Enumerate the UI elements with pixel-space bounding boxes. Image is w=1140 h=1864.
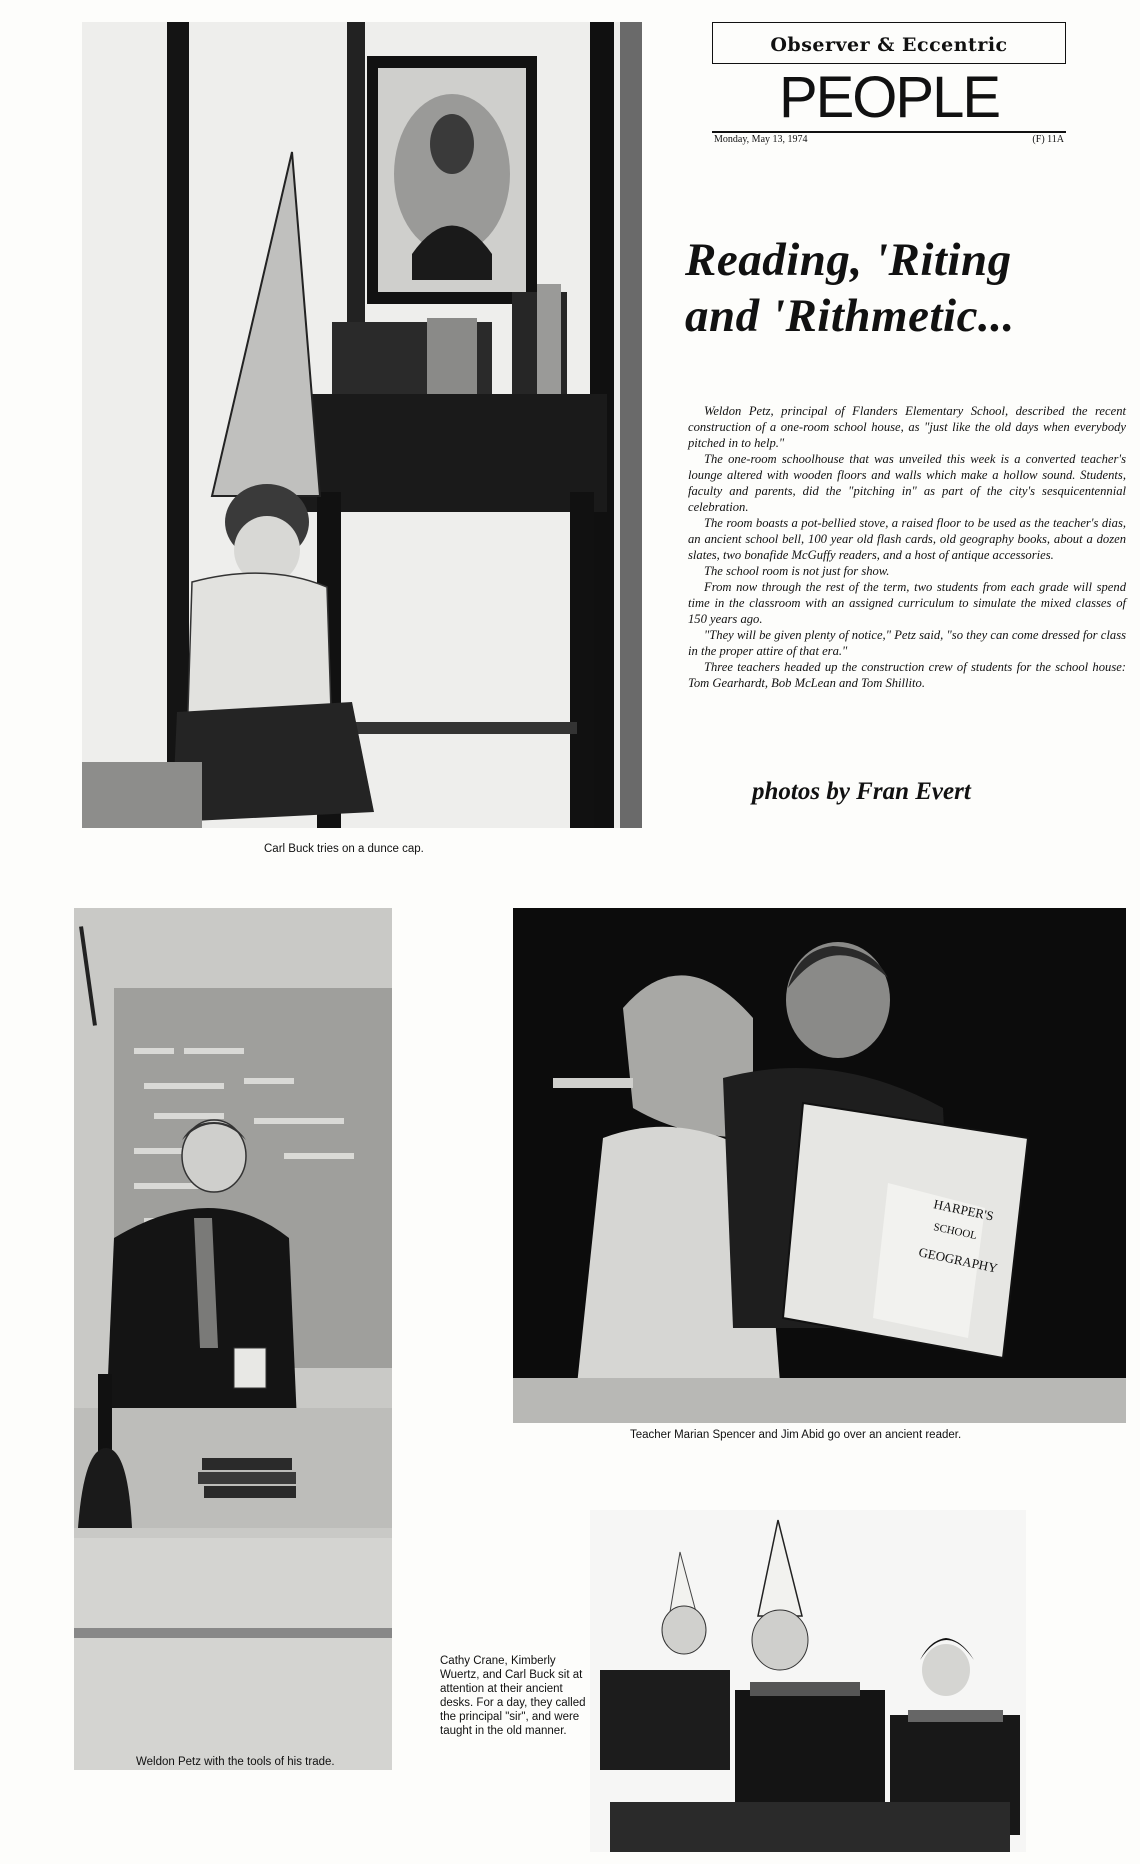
photo-principal <box>74 908 392 1770</box>
story-paragraph: From now through the rest of the term, two students from each grade will spend time in the classroom with an assigned curriculum to simulate the mixed classes of 150 years ago. <box>688 580 1126 626</box>
newspaper-name: Observer & Eccentric <box>770 34 1008 56</box>
photo-desks <box>590 1510 1026 1852</box>
photo-teacher-reader <box>513 908 1126 1423</box>
headline-line-1: Reading, 'Riting <box>685 234 1012 286</box>
headline-line-2: and 'Rithmetic... <box>685 290 1015 342</box>
section-title: PEOPLE <box>778 65 1000 130</box>
story-paragraph: The room boasts a pot-bellied stove, a raised floor to be used as the teacher's dias, an ancient school bell, 100 year old flash cards, old geography books, about a dozen slates, two bonafide McGuffy readers, and a host of antique accessories. <box>688 516 1126 562</box>
caption-teacher-reader: Teacher Marian Spencer and Jim Abid go over an ancient reader. <box>630 1429 962 1441</box>
story-body <box>688 403 1126 691</box>
page-number: (F) 11A <box>1032 134 1064 145</box>
masthead <box>712 22 1066 145</box>
caption-principal: Weldon Petz with the tools of his trade. <box>136 1756 335 1768</box>
masthead-rule <box>712 131 1066 133</box>
book-title-line-1: HARPER'S <box>932 1196 996 1224</box>
photo-credit: photos by Fran Evert <box>752 778 971 805</box>
caption-dunce-cap: Carl Buck tries on a dunce cap. <box>264 843 424 855</box>
story-paragraph: "They will be given plenty of notice," Petz said, "so they can come dressed for class in the proper attire of that era." <box>688 628 1126 658</box>
book-title-line-2: SCHOOL <box>932 1221 978 1243</box>
headline <box>685 232 1095 344</box>
story-paragraph: Three teachers headed up the construction crew of students for the school house: Tom Gearhardt, Bob McLean and Tom Shillito. <box>688 660 1126 690</box>
story-paragraph: The school room is not just for show. <box>704 564 890 578</box>
issue-date: Monday, May 13, 1974 <box>714 134 808 145</box>
story-paragraph: Weldon Petz, principal of Flanders Elementary School, described the recent construction of a one-room school house, as "just like the old days when everybody pitched in to help." <box>688 404 1126 450</box>
story-paragraph: The one-room schoolhouse that was unveiled this week is a converted teacher's lounge altered with wooden floors and walls which make a hollow sound. Students, faculty and parents, did the "pitching in" as part of the city's sesquicentennial celebration. <box>688 452 1126 514</box>
book-title-line-3: GEOGRAPHY <box>917 1244 999 1276</box>
photo-dunce-cap <box>82 22 642 828</box>
caption-desks: Cathy Crane, Kimberly Wuertz, and Carl Buck sit at attention at their ancient desks. For a day, they called the principal "sir", and were taught in the old manner. <box>440 1655 586 1737</box>
